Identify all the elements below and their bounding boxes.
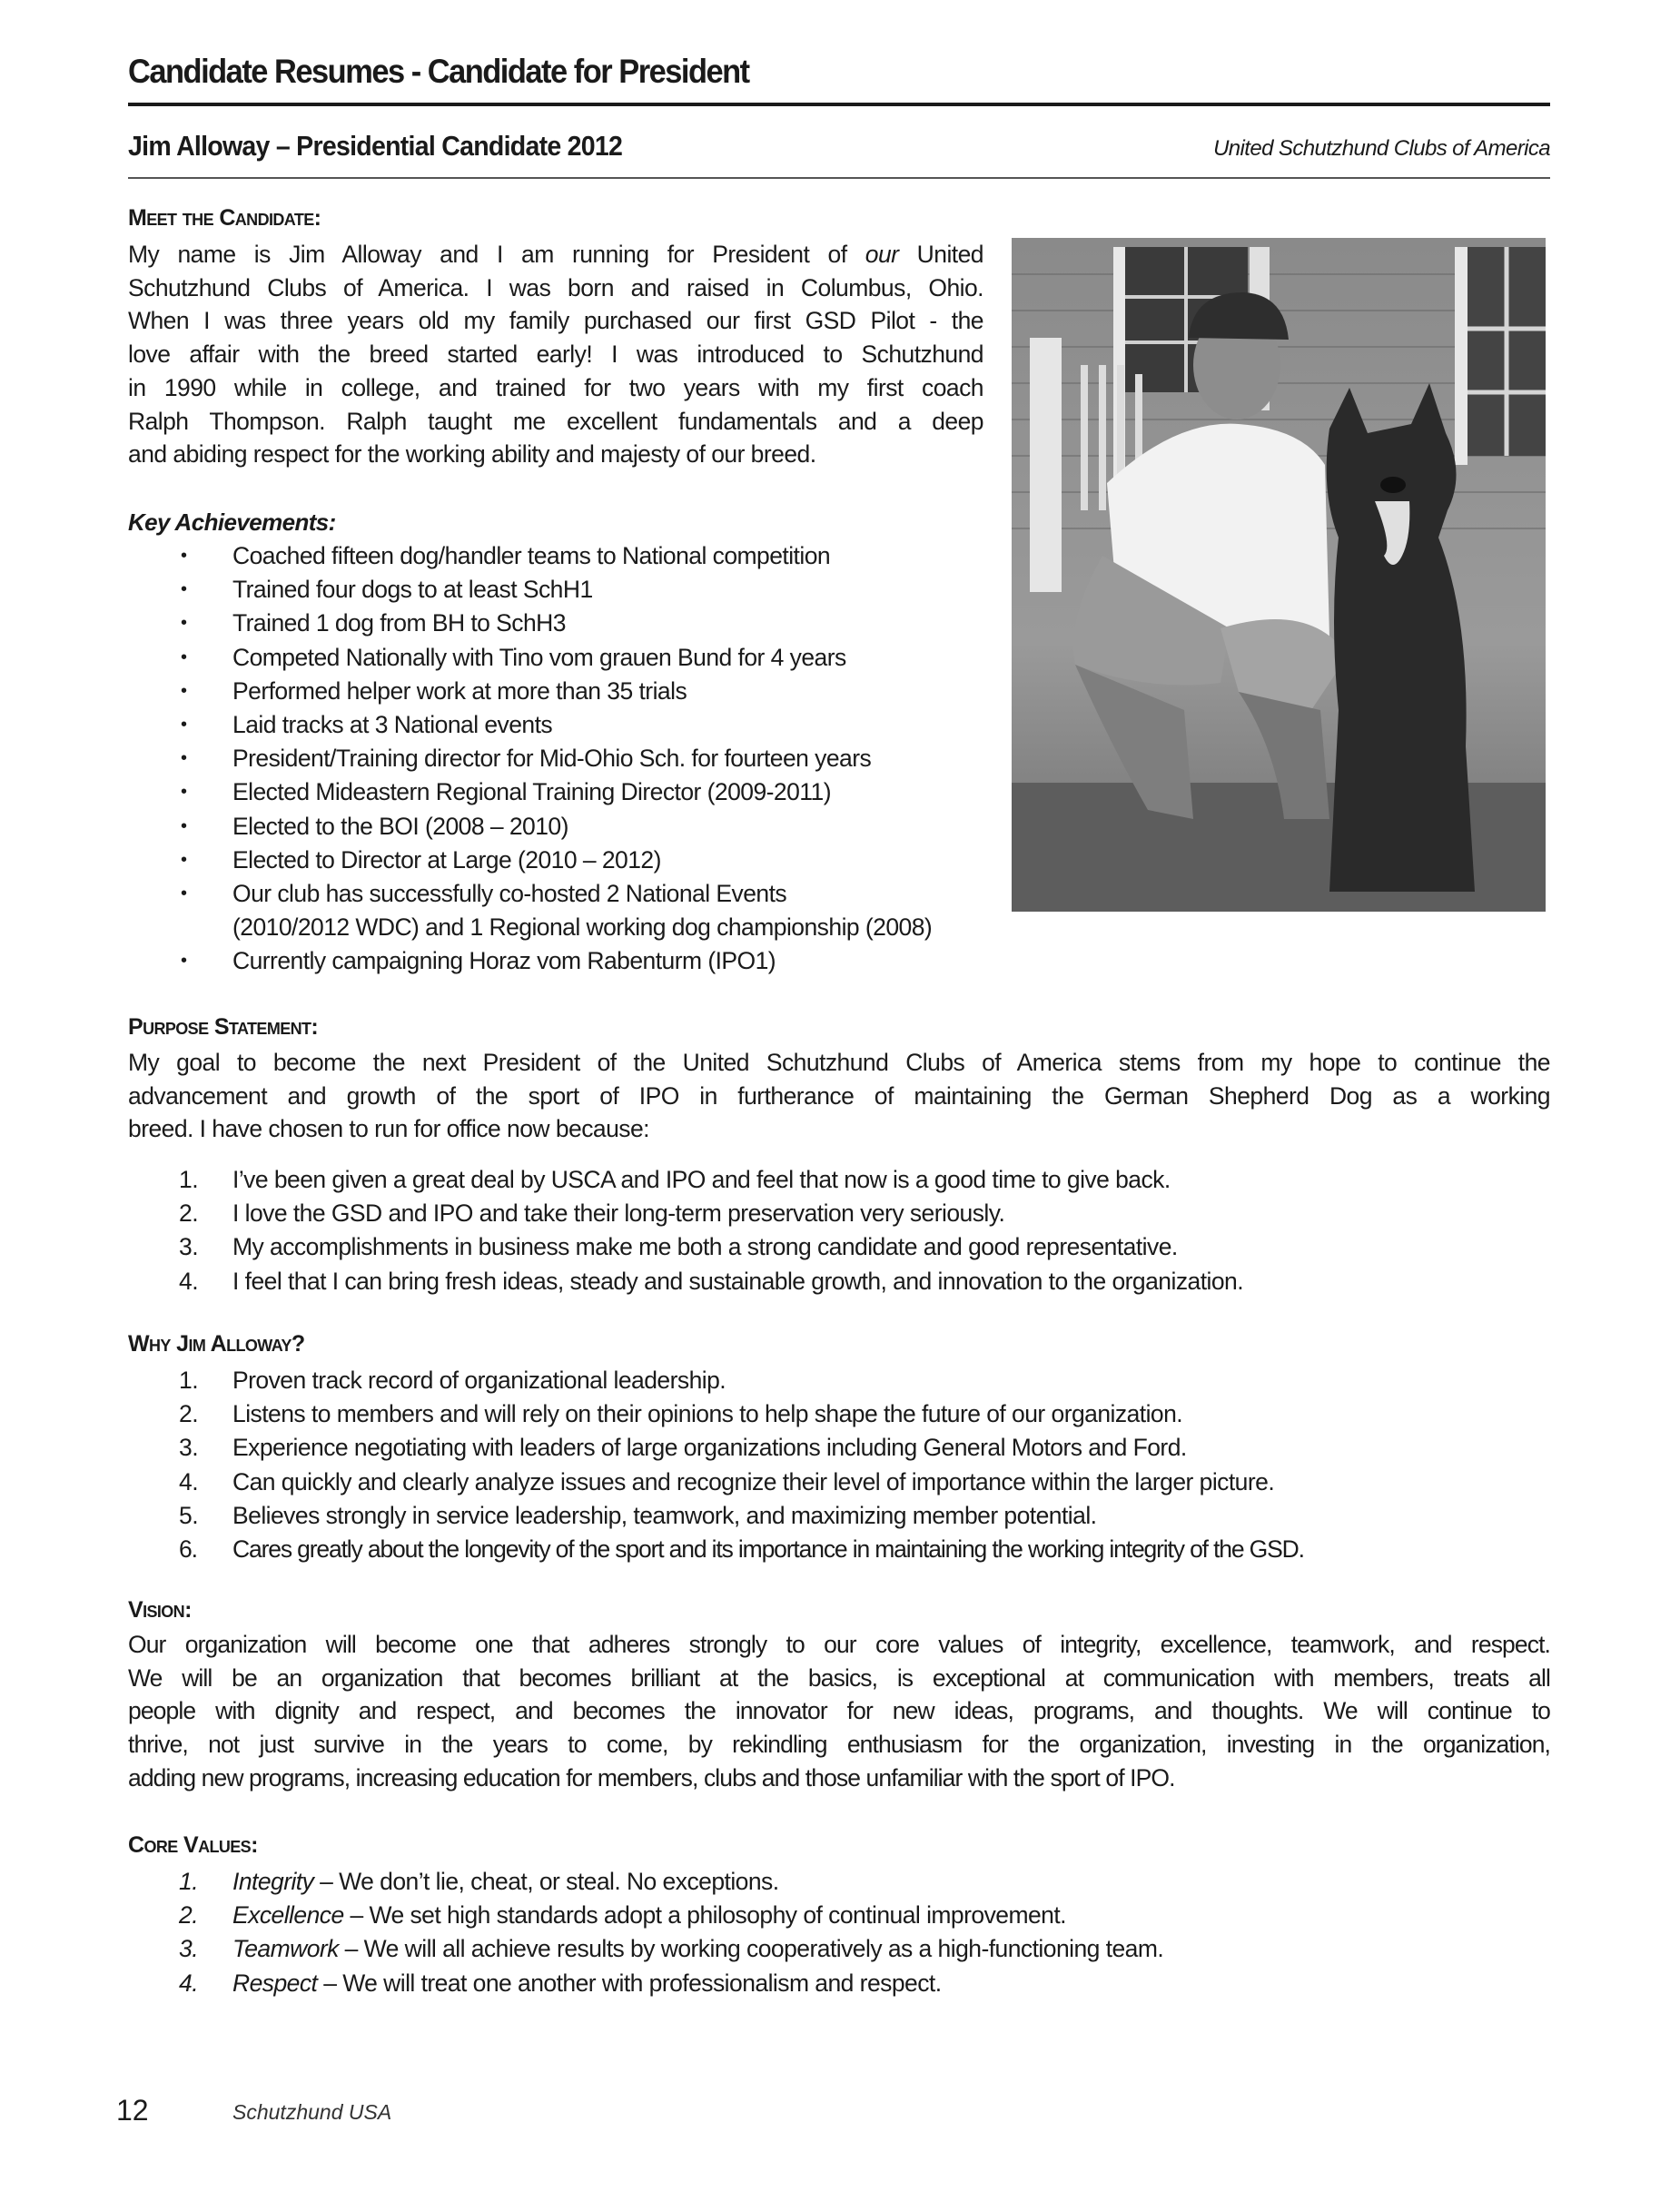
list-item: • Coached fifteen dog/handler teams to National competition (128, 539, 932, 573)
list-item-continuation: (2010/2012 WDC) and 1 Regional working dog championship (2008) (232, 913, 933, 942)
bullet-icon: • (181, 883, 187, 904)
organization-name: United Schutzhund Clubs of America (1213, 136, 1550, 161)
candidate-subtitle: Jim Alloway – Presidential Candidate 2012 (128, 130, 623, 162)
list-item: • Competed Nationally with Tino vom grauen Bund for 4 years (128, 641, 932, 675)
title-rule (128, 103, 1550, 106)
vision-text (128, 1628, 1550, 1795)
list-item: 3. Experience negotiating with leaders of large organizations including General Motors and Ford. (179, 1434, 1187, 1462)
candidate-photo (1012, 238, 1546, 912)
page-title: Candidate Resumes - Candidate for President (128, 53, 749, 90)
list-item: • President/Training director for Mid-Ohio Sch. for fourteen years (128, 742, 932, 775)
meet-line: When I was three years old my family purchased our first GSD Pilot - the (128, 307, 983, 335)
bullet-icon: • (181, 951, 187, 972)
why-heading: Why Jim Alloway? (128, 1331, 305, 1357)
list-item: • Trained four dogs to at least SchH1 (128, 573, 932, 607)
list-item: • Elected to Director at Large (2010 – 2012) (128, 844, 932, 877)
list-item: • Our club has successfully co-hosted 2 National Events (2010/2012 WDC) and 1 Regional working dog championship (2008) (128, 877, 932, 944)
bullet-icon: • (181, 546, 187, 566)
list-item: 4. Respect – We will treat one another with professionalism and respect. (179, 1969, 942, 1997)
vision-line: Our organization will become one that adheres strongly to our core values of integrity, excellence, teamwork, and respect. (128, 1631, 1550, 1658)
list-item: 5. Believes strongly in service leadership, teamwork, and maximizing member potential. (179, 1501, 1097, 1529)
list-item: 2. Excellence – We set high standards adopt a philosophy of continual improvement. (179, 1901, 1066, 1930)
vision-line: people with dignity and respect, and becomes the innovator for new ideas, programs, and thoughts. We will continue to (128, 1697, 1550, 1725)
purpose-line: My goal to become the next President of the United Schutzhund Clubs of America stems from my hope to continue the (128, 1049, 1550, 1076)
bullet-icon: • (181, 782, 187, 803)
list-item: 1. I’ve been given a great deal by USCA and IPO and feel that now is a good time to give back. (179, 1166, 1171, 1193)
purpose-line: advancement and growth of the sport of IPO in furtherance of maintaining the German Shepherd Dog as a working (128, 1081, 1550, 1110)
why-list (128, 1364, 1304, 1566)
list-item: 3. My accomplishments in business make me both a strong candidate and good representative. (179, 1233, 1178, 1261)
list-item: • Trained 1 dog from BH to SchH3 (128, 607, 932, 640)
meet-line: and abiding respect for the working ability and majesty of our breed. (128, 440, 816, 469)
subtitle-rule (128, 177, 1550, 179)
meet-line: love affair with the breed started early! I was introduced to Schutzhund (128, 341, 983, 369)
purpose-reasons-list (128, 1163, 1243, 1298)
value-term: Teamwork (232, 1935, 339, 1963)
list-item: 1. Integrity – We don’t lie, cheat, or steal. No exceptions. (179, 1868, 779, 1895)
list-item: 2. Listens to members and will rely on their opinions to help shape the future of our organization. (179, 1400, 1183, 1428)
meet-line: Schutzhund Clubs of America. I was born and raised in Columbus, Ohio. (128, 273, 983, 301)
list-item: 1. Proven track record of organizational leadership. (179, 1367, 726, 1394)
bullet-icon: • (181, 579, 187, 600)
bullet-icon: • (181, 849, 187, 870)
achievements-list (128, 539, 932, 979)
publication-name: Schutzhund USA (232, 2100, 392, 2124)
bullet-icon: • (181, 748, 187, 769)
list-item: 3. Teamwork – We will all achieve results by working cooperatively as a high-functioning team. (179, 1935, 1164, 1963)
purpose-line: breed. I have chosen to run for office now because: (128, 1115, 649, 1143)
vision-line: adding new programs, increasing education for members, clubs and those unfamiliar with the sport of IPO. (128, 1763, 1175, 1792)
bullet-icon: • (181, 647, 187, 667)
list-item: • Elected to the BOI (2008 – 2010) (128, 810, 932, 844)
list-item: • Currently campaigning Horaz vom Rabenturm (IPO1) (128, 944, 932, 978)
bullet-icon: • (181, 815, 187, 836)
meet-candidate-heading: Meet the Candidate: (128, 205, 321, 231)
bullet-icon: • (181, 680, 187, 701)
meet-line: My name is Jim Alloway and I am running for President of our United (128, 241, 983, 268)
core-values-list (128, 1865, 1163, 2000)
photo-icon (1012, 238, 1546, 912)
list-item: • Laid tracks at 3 National events (128, 708, 932, 742)
vision-line: thrive, not just survive in the years to come, by rekindling enthusiasm for the organization, investing in the organization, (128, 1731, 1550, 1759)
key-achievements-heading: Key Achievements: (128, 508, 336, 536)
list-item: 4. Can quickly and clearly analyze issues and recognize their level of importance within the larger picture. (179, 1467, 1275, 1495)
list-item: 2. I love the GSD and IPO and take their long-term preservation very seriously. (179, 1199, 1005, 1228)
list-item: • Elected Mideastern Regional Training Director (2009-2011) (128, 775, 932, 809)
purpose-text (128, 1046, 1550, 1146)
bullet-icon: • (181, 715, 187, 735)
meet-line: Ralph Thompson. Ralph taught me excellent fundamentals and a deep (128, 407, 983, 435)
vision-line: We will be an organization that becomes brilliant at the basics, is exceptional at communication with members, treats all (128, 1663, 1550, 1692)
vision-heading: Vision: (128, 1597, 192, 1623)
value-term: Integrity (232, 1868, 314, 1895)
list-item: 6. Cares greatly about the longevity of the sport and its importance in maintaining the working integrity of the GSD. (179, 1535, 1304, 1564)
value-term: Excellence (232, 1901, 344, 1930)
purpose-heading: Purpose Statement: (128, 1014, 319, 1040)
page-number: 12 (116, 2094, 149, 2127)
core-values-heading: Core Values: (128, 1832, 258, 1858)
value-term: Respect (232, 1969, 318, 1997)
meet-line: in 1990 while in college, and trained for two years with my first coach (128, 373, 983, 401)
list-item: • Performed helper work at more than 35 trials (128, 675, 932, 708)
list-item: 4. I feel that I can bring fresh ideas, steady and sustainable growth, and innovation to the organization. (179, 1267, 1244, 1295)
meet-candidate-text (128, 238, 983, 471)
bullet-icon: • (181, 613, 187, 634)
